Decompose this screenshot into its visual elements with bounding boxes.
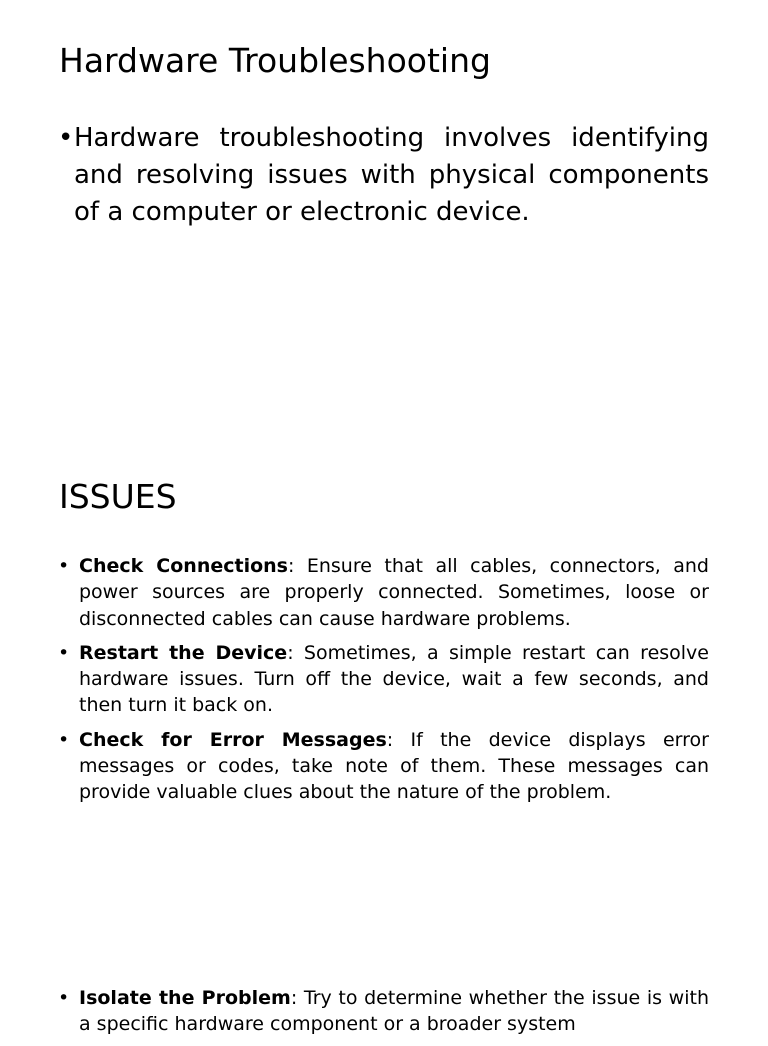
- bullet-icon: •: [58, 728, 70, 751]
- issue-term: Check for Error Messages: [79, 728, 387, 751]
- issues-list-continued: [58, 985, 709, 1046]
- intro-list: [58, 120, 709, 231]
- issue-text: : Ensure that all cables, connectors, and power sources are properly connected. Sometimes, loose or disconnected cables can cause hardware problems.: [79, 555, 709, 630]
- issue-term: Check Connections: [79, 555, 288, 577]
- list-item: [58, 120, 709, 231]
- bullet-icon: •: [58, 123, 74, 153]
- list-item: [58, 985, 709, 1038]
- list-item: [58, 640, 709, 719]
- page-title: Hardware Troubleshooting: [59, 41, 491, 80]
- list-item: [58, 727, 709, 806]
- section-title-issues: ISSUES: [59, 477, 177, 516]
- issue-text: : Sometimes, a simple restart can resolve hardware issues. Turn off the device, wait a few seconds, and then turn it back on.: [79, 641, 709, 717]
- issue-term: Isolate the Problem: [79, 987, 291, 1009]
- issue-term: Restart the Device: [79, 641, 288, 664]
- issues-list: [58, 553, 709, 814]
- intro-text: Hardware troubleshooting involves identifying and resolving issues with physical components of a computer or electronic device.: [74, 123, 709, 227]
- issue-text: : Try to determine whether the issue is with a specific hardware component or a broader system: [79, 987, 709, 1036]
- bullet-icon: •: [58, 555, 70, 577]
- bullet-icon: •: [58, 641, 70, 664]
- list-item: [58, 553, 709, 632]
- issue-text: : If the device displays error messages or codes, take note of them. These messages can provide valuable clues about the nature of the problem.: [79, 728, 709, 804]
- bullet-icon: •: [58, 987, 70, 1009]
